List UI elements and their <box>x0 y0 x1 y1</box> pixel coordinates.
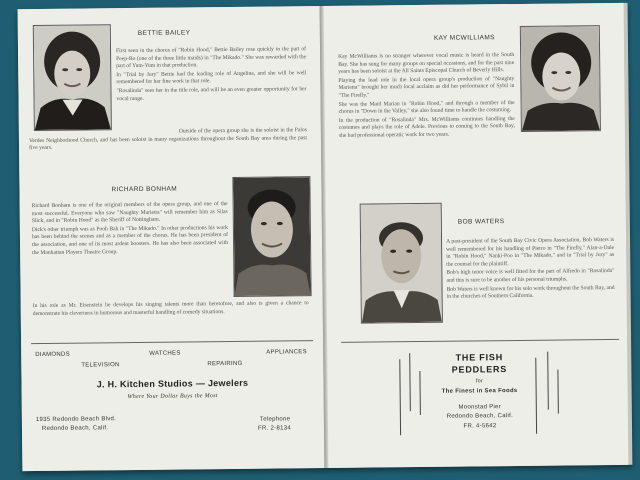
ad-address-line1: 1935 Redondo Beach Blvd. <box>35 416 117 424</box>
bio-paragraph: Richard Bonham is one of the original members of the opera group, and one of the most successful. Everyone who saw "Naughty Marietta" will remember him as Silas Slick, and in "Robin Hood" as the Sheriff of Nottingham. <box>31 201 228 225</box>
ad-decor-line <box>399 359 401 435</box>
ad-item-appliances: APPLIANCES <box>266 349 307 356</box>
bio-paragraph: Outside of the opera group she is the soloist in the Palos Verdes Neighborhood Church, and has been soloist in many organizations throughout the South Bay area during the past five years. <box>28 127 307 152</box>
bio-paragraph: In the production of "Rosalinda" Mrs. McWilliams continues handling the costumes and plays the role of Adele. Previous to coming to the South Bay, she had professional operatic work for two years. <box>338 115 515 139</box>
ad-item-television: TELEVISION <box>81 362 120 369</box>
ad-location-line2: Redondo Beach, Calif. <box>446 413 514 420</box>
ad-top-rule <box>341 339 619 343</box>
bob-waters-photo <box>360 203 443 324</box>
ad-phone-label: Telephone <box>259 416 291 423</box>
bettie-bailey-bio <box>116 46 307 104</box>
bio-paragraph: In "Trial by Jury" Bettie had the leading role of Angelina, and she will be well remembered for her fine work in that role. <box>116 69 307 86</box>
ad-decor-line <box>409 353 411 411</box>
ad-tagline: Where Your Dollar Buys the Most <box>127 393 218 401</box>
ad-decor-line <box>547 352 549 410</box>
ad-item-diamonds: DIAMONDS <box>35 351 70 359</box>
bob-waters-name: BOB WATERS <box>457 218 505 226</box>
ad-item-repairing: REPAIRING <box>207 360 243 368</box>
left-page <box>18 6 326 471</box>
ad-phone-number: FR. 2-8134 <box>257 425 292 432</box>
ad-decor-line <box>557 370 558 414</box>
bio-paragraph: First seen in the chorus of "Robin Hood," Bettie Bailey rose quickly to the part of Peep-Bo (one of the three little maids) in "The Mikado." She was rewarded with the part of Yum-Yum in that production. <box>116 46 307 70</box>
richard-bonham-name: RICHARD BONHAM <box>111 185 178 194</box>
bob-waters-bio <box>446 237 615 303</box>
bio-paragraph: Dick's other triumph was as Pooh Bah in "The Mikado." In other productions his work has been behind the scenes and as a member of the chorus. He has been president of the association, and one of its most ardent boosters. He has also been associated with the Manhattan Players Theatre Group. <box>31 224 229 256</box>
bio-paragraph: "Rosalinda" sees her in the title role, and will be an even greater opportunity for her vocal range. <box>116 86 307 102</box>
bio-paragraph: Bob Waters is well known for his solo work throughout the South Bay, and in the churches of Southern California. <box>446 284 615 300</box>
ad-title-line2: PEDDLERS <box>451 364 508 375</box>
kay-mcwilliams-bio <box>338 52 515 141</box>
kay-mcwilliams-photo <box>520 25 601 132</box>
bio-paragraph: In his role as Mr. Eisenstein he develops his singing talents more than heretofore, and also is given a chance to demonstrate his cleverness in humorous and masterful handling of comedy situations. <box>32 300 309 317</box>
bio-paragraph: Kay McWilliams is no stranger wherever vocal music is heard in the South Bay. She has sung for many groups on special occasions, and for the past nine years has been soloist at the All Saints Episcopal Church of Beverly Hills. <box>338 52 515 76</box>
bettie-bailey-bio-continued <box>29 127 307 154</box>
bio-paragraph: She was the Maid Marian in "Robin Hood," and through a member of the chorus in "Down in the Valley," she also found time to handle the costuming. <box>338 99 515 116</box>
kay-mcwilliams-name: KAY MCWILLIAMS <box>433 34 495 42</box>
bettie-bailey-photo <box>33 24 112 131</box>
ad-address-line2: Redondo Beach, Calif. <box>41 425 109 432</box>
richard-bonham-bio <box>32 201 229 258</box>
program-booklet <box>18 3 633 471</box>
ad-location-line1: Moonstad Pier <box>458 404 502 411</box>
ad-top-rule <box>31 340 313 344</box>
richard-bonham-bio-continued <box>33 300 309 319</box>
ad-item-watches: WATCHES <box>149 350 181 357</box>
ad-for: for <box>475 378 484 385</box>
ad-company-name: J. H. Kitchen Studios — Jewelers <box>96 377 249 390</box>
bio-paragraph: Bob's high tenor voice is well fitted for the part of Alfredo in "Rosalinda" and this is sure to be another of his personal triumphs. <box>446 268 615 284</box>
right-page <box>324 3 629 468</box>
bio-paragraph: Playing the lead role in the local opera group's production of "Naughty Marietta" brought her much local acclaim as did her performance of Sybil in "The Firefly." <box>338 75 515 99</box>
bio-paragraph: A past-president of the South Bay Civic Opera Association, Bob Waters is well remembered for his handling of Pietro in "The Firefly," Alan-a-Dale in "Robin Hood," Nanki-Poo in "The Mikado," and in "Trial by Jury" as the counsel for the plaintiff. <box>446 236 615 268</box>
ad-title-line1: THE FISH <box>455 352 504 363</box>
bettie-bailey-name: BETTIE BAILEY <box>137 29 191 37</box>
ad-phone-number: FR. 4-5642 <box>463 423 497 430</box>
richard-bonham-photo <box>232 176 311 297</box>
ad-subtitle: The Finest in Sea Foods <box>441 387 518 395</box>
